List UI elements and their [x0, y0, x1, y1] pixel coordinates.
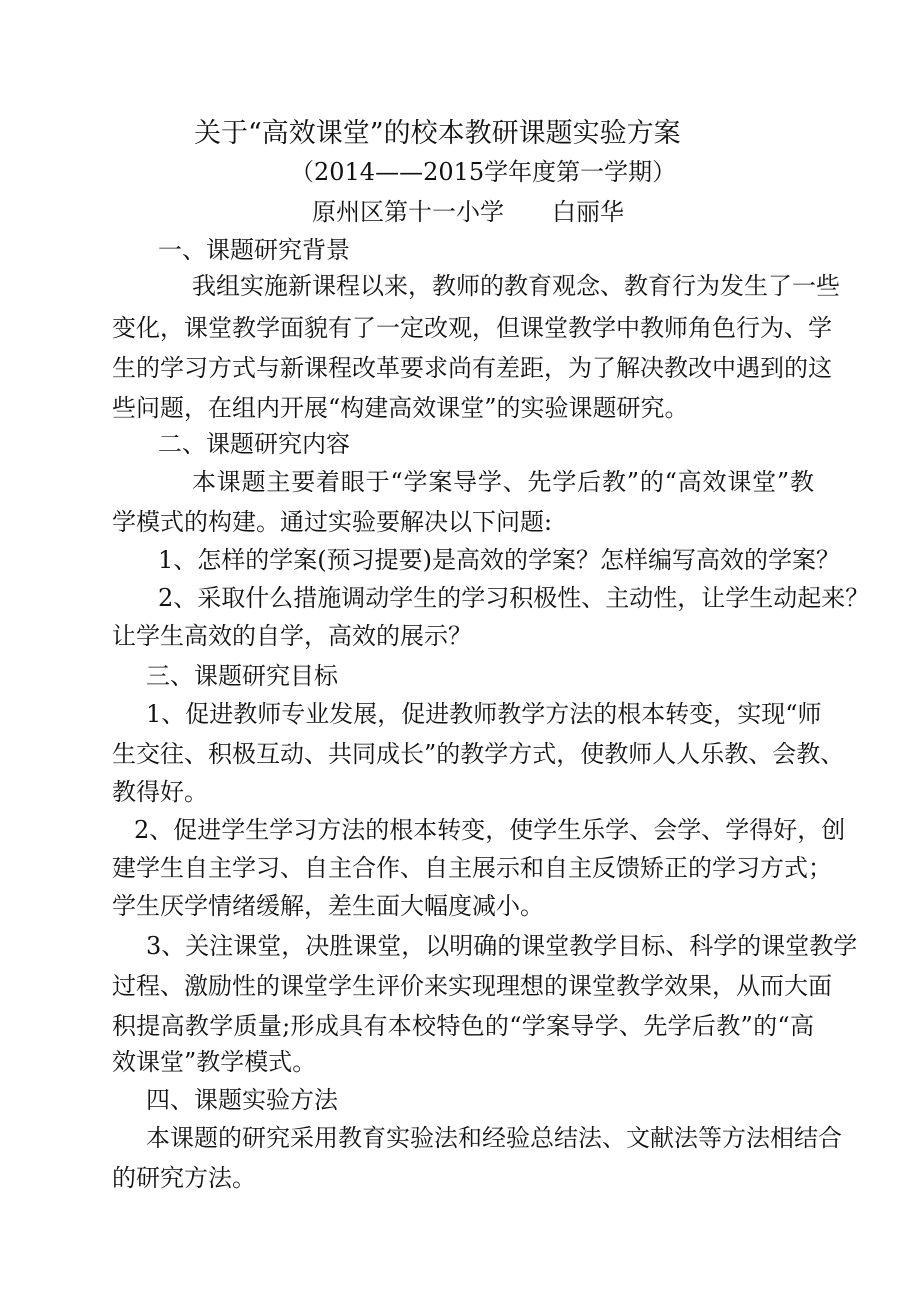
paragraph-line: 效课堂”教学模式。: [112, 1048, 317, 1076]
author-line: 原州区第十一小学 白丽华: [312, 198, 624, 226]
document-term: （2014——2015学年度第一学期）: [290, 158, 677, 186]
list-item: 1、促进教师专业发展，促进教师教学方法的根本转变，实现“师: [146, 700, 822, 728]
paragraph-line: 我组实施新课程以来，教师的教育观念、教育行为发生了一些: [192, 272, 840, 300]
list-item: 2、促进学生学习方法的根本转变，使学生乐学、会学、学得好，创: [134, 816, 846, 844]
list-item: 2、采取什么措施调动学生的学习积极性、主动性，让学生动起来？: [158, 584, 870, 612]
paragraph-line: 学模式的构建。通过实验要解决以下问题:: [112, 508, 553, 536]
section-heading: 一、课题研究背景: [158, 236, 350, 264]
paragraph-line: 些问题，在组内开展“构建高效课堂”的实验课题研究。: [112, 394, 689, 422]
paragraph-line: 的研究方法。: [112, 1164, 256, 1192]
paragraph-line: 变化，课堂教学面貌有了一定改观，但课堂教学中教师角色行为、学: [112, 314, 832, 342]
paragraph-line: 让学生高效的自学，高效的展示？: [112, 622, 472, 650]
list-item: 3、关注课堂，决胜课堂，以明确的课堂教学目标、科学的课堂教学: [146, 932, 858, 960]
document-title: 关于“高效课堂”的校本教研课题实验方案: [194, 118, 681, 149]
paragraph-line: 建学生自主学习、自主合作、自主展示和自主反馈矫正的学习方式；: [112, 854, 832, 882]
section-heading: 二、课题研究内容: [158, 430, 350, 458]
paragraph-line: 学生厌学情绪缓解，差生面大幅度减小。: [112, 892, 544, 920]
section-heading: 三、课题研究目标: [146, 662, 338, 690]
paragraph-line: 教得好。: [112, 778, 208, 806]
list-item: 1、怎样的学案(预习提要)是高效的学案？怎样编写高效的学案？: [158, 546, 840, 574]
paragraph-line: 本课题主要着眼于“学案导学、先学后教”的“高效课堂”教: [192, 468, 814, 496]
paragraph-line: 过程、激励性的课堂学生评价来实现理想的课堂教学效果，从而大面: [112, 972, 832, 1000]
section-heading: 四、课题实验方法: [146, 1086, 338, 1114]
paragraph-line: 生交往、积极互动、共同成长”的教学方式，使教师人人乐教、会教、: [112, 740, 845, 768]
paragraph-line: 生的学习方式与新课程改革要求尚有差距，为了解决教改中遇到的这: [112, 354, 832, 382]
paragraph-line: 积提高教学质量;形成具有本校特色的“学案导学、先学后教”的“高: [112, 1012, 814, 1040]
paragraph-line: 本课题的研究采用教育实验法和经验总结法、文献法等方法相结合: [146, 1124, 842, 1152]
